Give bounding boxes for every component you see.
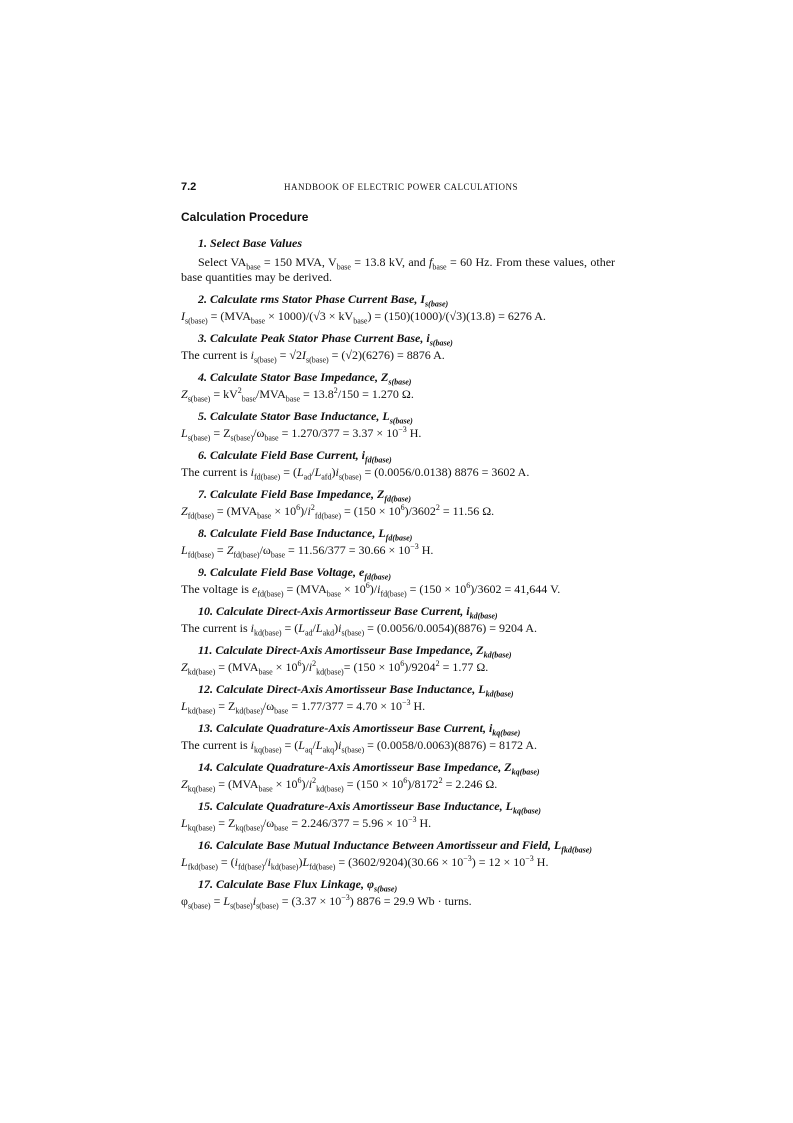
calculation-step [181, 526, 615, 558]
calculation-steps [181, 236, 615, 909]
step-title: 1. Select Base Values [198, 236, 302, 250]
step-title: 16. Calculate Base Mutual Inductance Between Amortisseur and Field, $L_{fkd(base)}$ [198, 838, 592, 855]
step-title: 2. Calculate rms Stator Phase Current Base, $I_{s(base)}$ [198, 292, 449, 309]
running-header [181, 181, 614, 197]
step-body: The current is $i_{fd(base)} = (L_{ad}/L_{afd})i_{s(base)} = (0.0056/0.0138) 8876 = 3602$ A. [181, 465, 530, 482]
calculation-step [181, 604, 615, 636]
calculation-step [181, 838, 615, 870]
step-title: 8. Calculate Field Base Inductance, $L_{fd(base)}$ [198, 526, 413, 543]
calculation-step [181, 409, 615, 441]
calculation-step [181, 370, 615, 402]
step-title: 13. Calculate Quadrature-Axis Amortisseur Base Current, $i_{kq(base)}$ [198, 721, 521, 738]
step-body: $Z_{fd(base)} = (MVA_{base} \times 10^6)/i^2_{fd(base)} = (150 \times 10^6)/3602^2 = 11.56$ Ω. [181, 503, 495, 521]
calculation-step [181, 565, 615, 597]
step-title: 10. Calculate Direct-Axis Armortisseur Base Current, $i_{kd(base)}$ [198, 604, 498, 621]
step-body: The current is $i_{kd(base)} = (L_{ad}/L_{akd})i_{s(base)} = (0.0056/0.0054)(8876) = 9204$ A. [181, 621, 537, 638]
step-title: 6. Calculate Field Base Current, $i_{fd(base)}$ [198, 448, 392, 465]
step-body: $\varphi_{s(base)} = L_{s(base)}i_{s(base)} = (3.37 \times 10^{-3}) 8876 = 29.9$ Wb · turns. [181, 893, 472, 911]
step-title: 9. Calculate Field Base Voltage, $e_{fd(base)}$ [198, 565, 391, 582]
page-number: 7.2 [181, 181, 197, 193]
step-body: The current is $i_{kq(base)} = (L_{aq}/L_{akq})i_{s(base)} = (0.0058/0.0063)(8876) = 8172$ A. [181, 738, 537, 755]
step-body: $L_{fd(base)} = Z_{fd(base)}/\omega_{base} = 11.56/377 = 30.66 \times 10^{-3}$ H. [181, 542, 434, 560]
calculation-step [181, 643, 615, 675]
step-title: 11. Calculate Direct-Axis Amortisseur Base Impedance, $Z_{kd(base)}$ [198, 643, 512, 660]
step-title: 4. Calculate Stator Base Impedance, $Z_{s(base)}$ [198, 370, 412, 387]
step-title: 7. Calculate Field Base Impedance, $Z_{fd(base)}$ [198, 487, 411, 504]
calculation-step [181, 682, 615, 714]
step-title: 15. Calculate Quadrature-Axis Amortisseur Base Inductance, $L_{kq(base)}$ [198, 799, 541, 816]
calculation-step [181, 236, 615, 285]
step-body: $I_{s(base)} = (MVA_{base} \times 1000)/(√3 \times kV_{base}) = (150)(1000)/(√3)(13.8) = 6276$ A. [181, 309, 546, 326]
step-body: $Z_{kd(base)} = (MVA_{base} \times 10^6)/i^2_{kd(base)}= (150 \times 10^6)/9204^2 = 1.77$ Ω. [181, 659, 489, 677]
step-title: 17. Calculate Base Flux Linkage, $\varphi_{s(base)}$ [198, 877, 398, 894]
calculation-step [181, 799, 615, 831]
calculation-step [181, 448, 615, 480]
step-title: 14. Calculate Quadrature-Axis Amortisseur Base Impedance, $Z_{kq(base)}$ [198, 760, 540, 777]
step-title: 12. Calculate Direct-Axis Amortisseur Base Inductance, $L_{kd(base)}$ [198, 682, 514, 699]
step-body: Select $VA_{base} = 150$ MVA, $V_{base} = 13.8$ kV, and $f_{base} = 60$ Hz. From these values, other base quantities may be derived. [181, 255, 616, 284]
calculation-step [181, 487, 615, 519]
calculation-step [181, 721, 615, 753]
step-body: $L_{s(base)} = Z_{s(base)}/\omega_{base} = 1.270/377 = 3.37 \times 10^{-3}$ H. [181, 425, 422, 443]
step-title: 3. Calculate Peak Stator Phase Current Base, $i_{s(base)}$ [198, 331, 453, 348]
step-body: $L_{fkd(base)} = (i_{fd(base)}/i_{kd(base)})L_{fd(base)} = (3602/9204)(30.66 \times 10^{-3}) = 12 \times 10^{-3}$ H. [181, 854, 549, 872]
step-body: The current is $i_{s(base)} = √2I_{s(base)} = (√2)(6276) = 8876$ A. [181, 348, 445, 365]
book-title: HANDBOOK OF ELECTRIC POWER CALCULATIONS [284, 182, 519, 192]
calculation-step [181, 331, 615, 363]
step-title: 5. Calculate Stator Base Inductance, $L_{s(base)}$ [198, 409, 413, 426]
calculation-step [181, 760, 615, 792]
step-body: The voltage is $e_{fd(base)} = (MVA_{base} \times 10^6)/i_{fd(base)} = (150 \times 10^6)/3602 = 41,644$ V. [181, 581, 561, 599]
step-body: $L_{kq(base)} = Z_{kq(base)}/\omega_{base} = 2.246/377 = 5.96 \times 10^{-3}$ H. [181, 815, 432, 833]
step-body: $Z_{kq(base)} = (MVA_{base} \times 10^6)/i^2_{kd(base)} = (150 \times 10^6)/8172^2 = 2.246$ Ω. [181, 776, 498, 794]
calculation-step [181, 877, 615, 909]
calculation-step [181, 292, 615, 324]
step-body: $L_{kd(base)} = Z_{kd(base)}/\omega_{base} = 1.77/377 = 4.70 \times 10^{-3}$ H. [181, 698, 426, 716]
section-title: Calculation Procedure [181, 210, 309, 224]
step-body: $Z_{s(base)} = kV^2_{base}/MVA_{base} = 13.8^2/150 = 1.270$ Ω. [181, 386, 414, 404]
